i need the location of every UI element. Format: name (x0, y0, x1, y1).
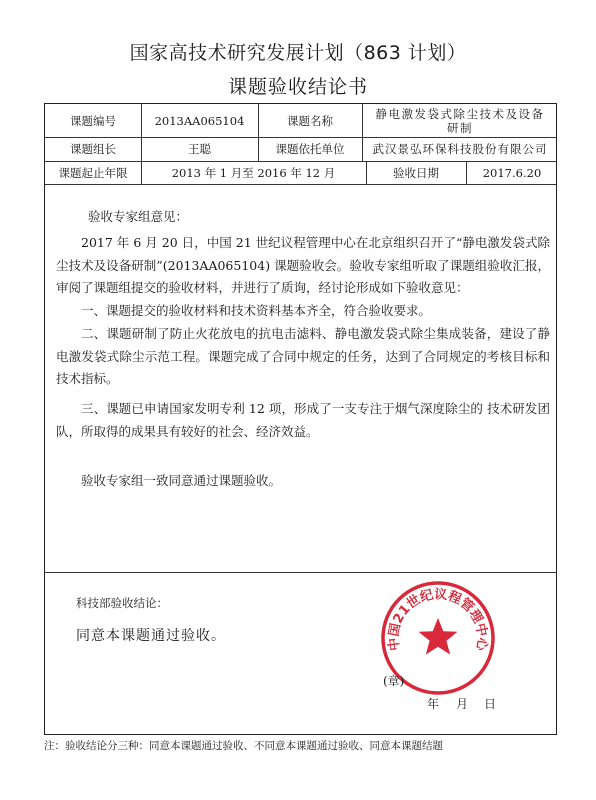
date-year-char: 年 (427, 697, 440, 711)
seal-text: 中国21世纪议程管理中心 (386, 587, 490, 652)
footnote: 注：验收结论分三种：同意本课题通过验收、不同意本课题通过验收、同意本课题结题 (44, 740, 443, 752)
ministry-conclusion-heading: 科技部验收结论： (76, 596, 168, 610)
unit-label: 课题依托单位 (275, 142, 345, 156)
period-value: 2013 年 1 月至 2016 年 12 月 (171, 165, 336, 180)
expert-opinion-heading: 验收专家组意见： (88, 209, 189, 224)
seal-mark: (章) (383, 674, 405, 688)
document-title: 国家高技术研究发展计划（863 计划） (129, 42, 467, 64)
leader-value: 王聪 (188, 142, 211, 156)
accept-date-value: 2017.6.20 (482, 165, 542, 180)
seal-star-icon (419, 618, 458, 655)
ministry-conclusion-text: 同意本课题通过验收。 (76, 628, 226, 644)
project-name-value: 静电激发袋式除尘技术及设备研制 (375, 106, 545, 135)
expert-opinion-point-1: 一、课题提交的验收材料和技术资料基本齐全，符合验收要求。 (81, 303, 432, 318)
section-divider (45, 572, 556, 573)
date-day-char: 日 (484, 697, 497, 711)
expert-opinion-point-2: 二、课题研制了防止火花放电的抗电击滤料、静电激发袋式除尘集成装备，建设了静电激发袋式除尘示范工程。课题完成了合同中规定的任务，达到了合同规定的考核目标和技术指标。 (56, 326, 550, 386)
row-divider (45, 184, 556, 185)
expert-opinion-point-3: 三、课题已申请国家发明专利 12 项，形成了一支专注于烟气深度除尘的 技术研发团队，所取得的成果具有较好的社会、经济效益。 (56, 401, 550, 439)
document-subtitle: 课题验收结论书 (227, 76, 368, 98)
period-label: 课题起止年限 (58, 165, 128, 180)
project-no-label: 课题编号 (70, 113, 116, 128)
expert-opinion-paragraph: 2017 年 6 月 20 日，中国 21 世纪议程管理中心在北京组织召开了“静电激发袋式除尘技术及设备研制”(2013AA065104) 课题验收会。验收专家组听取了课题组验收汇报，审阅了课题组提交的验收材料，并进行了质询，经讨论形成如下验收意见： (56, 235, 550, 295)
date-month-char: 月 (456, 697, 469, 711)
project-no-value: 2013AA065104 (154, 113, 245, 128)
expert-opinion-agreement: 验收专家组一致同意通过课题验收。 (81, 473, 282, 488)
accept-date-label: 验收日期 (393, 165, 439, 180)
unit-value: 武汉景弘环保科技股份有限公司 (372, 142, 548, 156)
project-name-label: 课题名称 (287, 113, 333, 128)
leader-label: 课题组长 (70, 142, 116, 156)
